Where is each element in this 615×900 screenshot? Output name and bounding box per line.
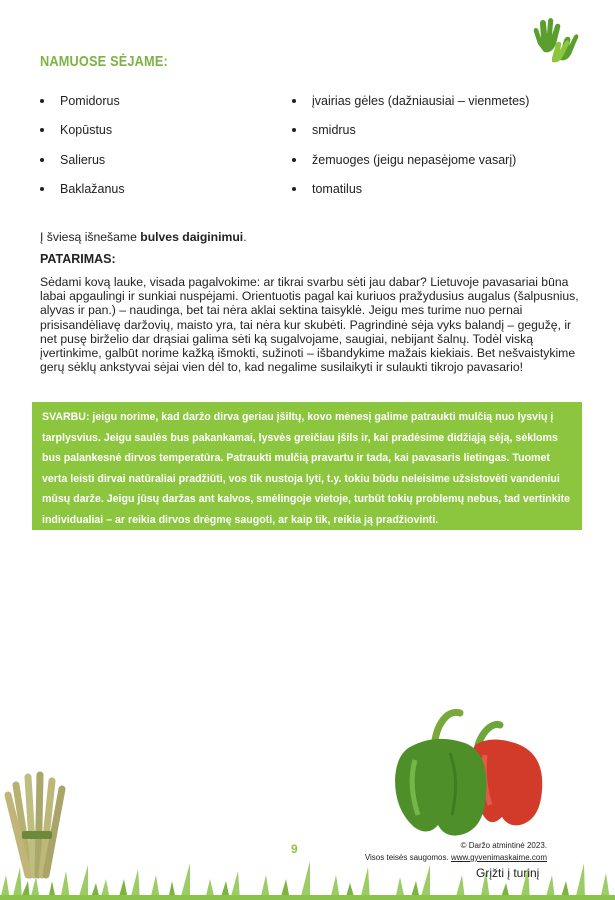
list-item: tomatilus	[292, 181, 529, 210]
list-item: smidrus	[292, 122, 529, 151]
sowing-list-right	[292, 93, 529, 210]
potatoes-note	[40, 230, 580, 244]
important-box	[32, 402, 582, 530]
rights-text: Visos teisės saugomos.	[364, 853, 449, 862]
page-number: 9	[291, 842, 298, 856]
copyright-line: © Daržo atmintinė 2023.	[460, 841, 547, 850]
peppers-illustration	[390, 705, 555, 840]
list-item: Pomidorus	[40, 93, 125, 122]
list-item: Baklažanus	[40, 181, 125, 210]
list-item: žemuoges (jeigu nepasėjome vasarį)	[292, 152, 529, 181]
advice-text: Sėdami kovą lauke, visada pagalvokime: ar tikrai svarbu sėti jau dabar? Lietuvoje pavasariai būna labai apgaulingi ir sunkiai nuspėjami. Orientuotis pagal kai kuriuos pražydusius augalus (šalpusnius, alyvas ir pan.) – naudinga, bet tai nėra aklai sektina taisyklė. Jeigu mes turime nuo pernai prisisandėliavę daržovių, maisto yra, tai nėra kur skubėti. Pagrindinė sėja vyks balandį – gegužę, ir net pusę birželio dar drąsiai galima sėti ką sugalvojame, saugiai, nebijant šalnų. Todėl viską įvertinkime, galbūt norime kažką išmokti, sužinoti – išbandykime mažais kiekiais. Bet nešvaistykime gerų sėklų ankstyvai sėjai vien dėl to, kad negalime susilaikyti ir sulaukti tikrojo pavasario!	[40, 275, 579, 375]
list-item: įvairias gėles (dažniausiai – vienmetes)	[292, 93, 529, 122]
potatoes-bold: bulves daiginimui	[140, 230, 244, 244]
list-item: Kopūstus	[40, 122, 125, 151]
sowing-list-left	[40, 93, 125, 210]
potatoes-suffix: .	[243, 230, 247, 244]
important-text: SVARBU: jeigu norime, kad daržo dirva geriau įšiltų, kovo mėnesį galime patraukti mulčią nuo lysvių į tarplysvius. Jeigu saulės bus pakankamai, lysvės greičiau įšils ir, kai pradėsime didžiąją sėją, sėkloms bus palankesnė dirvos temperatūra. Patraukti mulčią pravartu ir tada, kai pavasaris lietingas. Tuomet verta leisti dirvai natūraliai pradžiūti, vos tik nustoja lyti, t.y. tokiu būdu neleisime užsistovėti vandeniui mūsų darže. Jeigu jūsų daržas ant kalvos, smėlingoje vietoje, turbūt tokių problemų nebus, tad vertinkite individualiai – ar reikia dirvos drėgmę saugoti, ar kaip tik, reikia ją pradžiovinti.	[42, 411, 571, 526]
section-heading: NAMUOSE SĖJAME:	[40, 53, 168, 70]
gloves-icon	[530, 14, 580, 64]
website-link[interactable]: www.gyvenimaskaime.com	[450, 853, 547, 862]
list-item: Salierus	[40, 152, 125, 181]
back-to-contents-link[interactable]: Grįžti į turinį	[476, 866, 540, 880]
potatoes-prefix: Į šviesą išnešame	[40, 230, 141, 244]
advice-title: PATARIMAS:	[40, 252, 116, 266]
